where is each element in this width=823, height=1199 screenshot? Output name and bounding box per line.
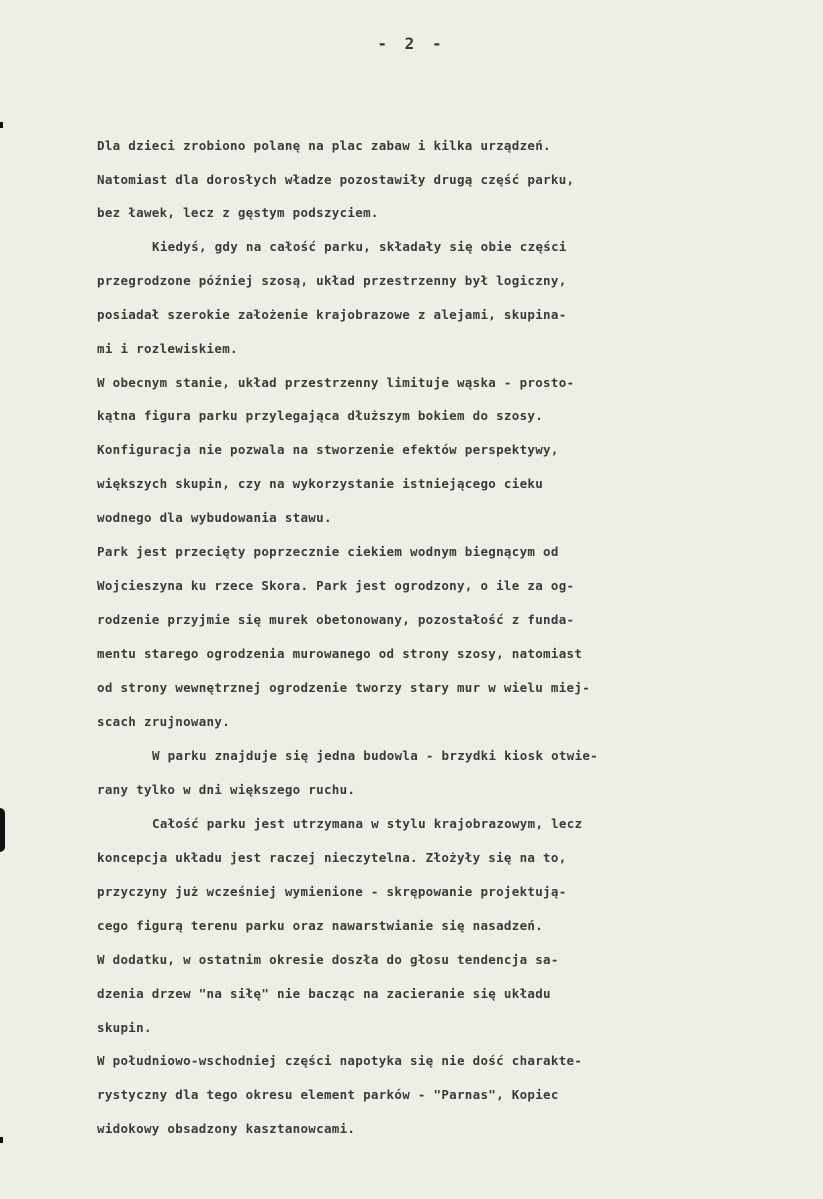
left-edge-mark [0, 1137, 3, 1143]
text-line: koncepcja układu jest raczej nieczytelna. Złożyły się na to, [97, 850, 567, 865]
text-line: W obecnym stanie, układ przestrzenny limituje wąska - prosto- [97, 375, 575, 390]
text-line: Konfiguracja nie pozwala na stworzenie efektów perspektywy, [97, 442, 559, 457]
text-line: przegrodzone później szosą, układ przestrzenny był logiczny, [97, 273, 567, 288]
text-line: W południowo-wschodniej części napotyka się nie dość charakte- [97, 1053, 583, 1068]
text-line: dzenia drzew "na siłę" nie bacząc na zacieranie się układu [97, 986, 551, 1001]
text-line: Natomiast dla dorosłych władze pozostawiły drugą część parku, [97, 172, 575, 187]
text-line: bez ławek, lecz z gęstym podszyciem. [97, 205, 379, 220]
text-line: Całość parku jest utrzymana w stylu krajobrazowym, lecz [152, 816, 583, 831]
left-edge-mark [0, 122, 3, 128]
text-line: Dla dzieci zrobiono polanę na plac zabaw i kilka urządzeń. [97, 138, 551, 153]
text-line: mi i rozlewiskiem. [97, 341, 238, 356]
text-line: od strony wewnętrznej ogrodzenie tworzy stary mur w wielu miej- [97, 680, 591, 695]
text-line: posiadał szerokie założenie krajobrazowe z alejami, skupina- [97, 307, 567, 322]
text-line: rystyczny dla tego okresu element parków - "Parnas", Kopiec [97, 1087, 559, 1102]
text-line: rany tylko w dni większego ruchu. [97, 782, 356, 797]
text-line: W parku znajduje się jedna budowla - brzydki kiosk otwie- [152, 748, 599, 763]
text-line: przyczyny już wcześniej wymienione - skrępowanie projektują- [97, 884, 567, 899]
text-line: większych skupin, czy na wykorzystanie istniejącego cieku [97, 476, 544, 491]
text-line: Park jest przecięty poprzecznie ciekiem wodnym biegnącym od [97, 544, 559, 559]
text-line: scach zrujnowany. [97, 714, 231, 729]
page-number: - 2 - [377, 34, 446, 53]
left-edge-mark [0, 808, 5, 852]
text-line: cego figurą terenu parku oraz nawarstwianie się nasadzeń. [97, 918, 544, 933]
text-line: W dodatku, w ostatnim okresie doszła do głosu tendencja sa- [97, 952, 559, 967]
text-line: Kiedyś, gdy na całość parku, składały się obie części [152, 239, 567, 254]
text-line: mentu starego ogrodzenia murowanego od strony szosy, natomiast [97, 646, 583, 661]
text-line: kątna figura parku przylegająca dłuższym bokiem do szosy. [97, 408, 544, 423]
text-line: Wojcieszyna ku rzece Skora. Park jest ogrodzony, o ile za og- [97, 578, 575, 593]
text-line: widokowy obsadzony kasztanowcami. [97, 1121, 356, 1136]
text-line: rodzenie przyjmie się murek obetonowany, pozostałość z funda- [97, 612, 575, 627]
text-line: wodnego dla wybudowania stawu. [97, 510, 332, 525]
text-line: skupin. [97, 1020, 152, 1035]
